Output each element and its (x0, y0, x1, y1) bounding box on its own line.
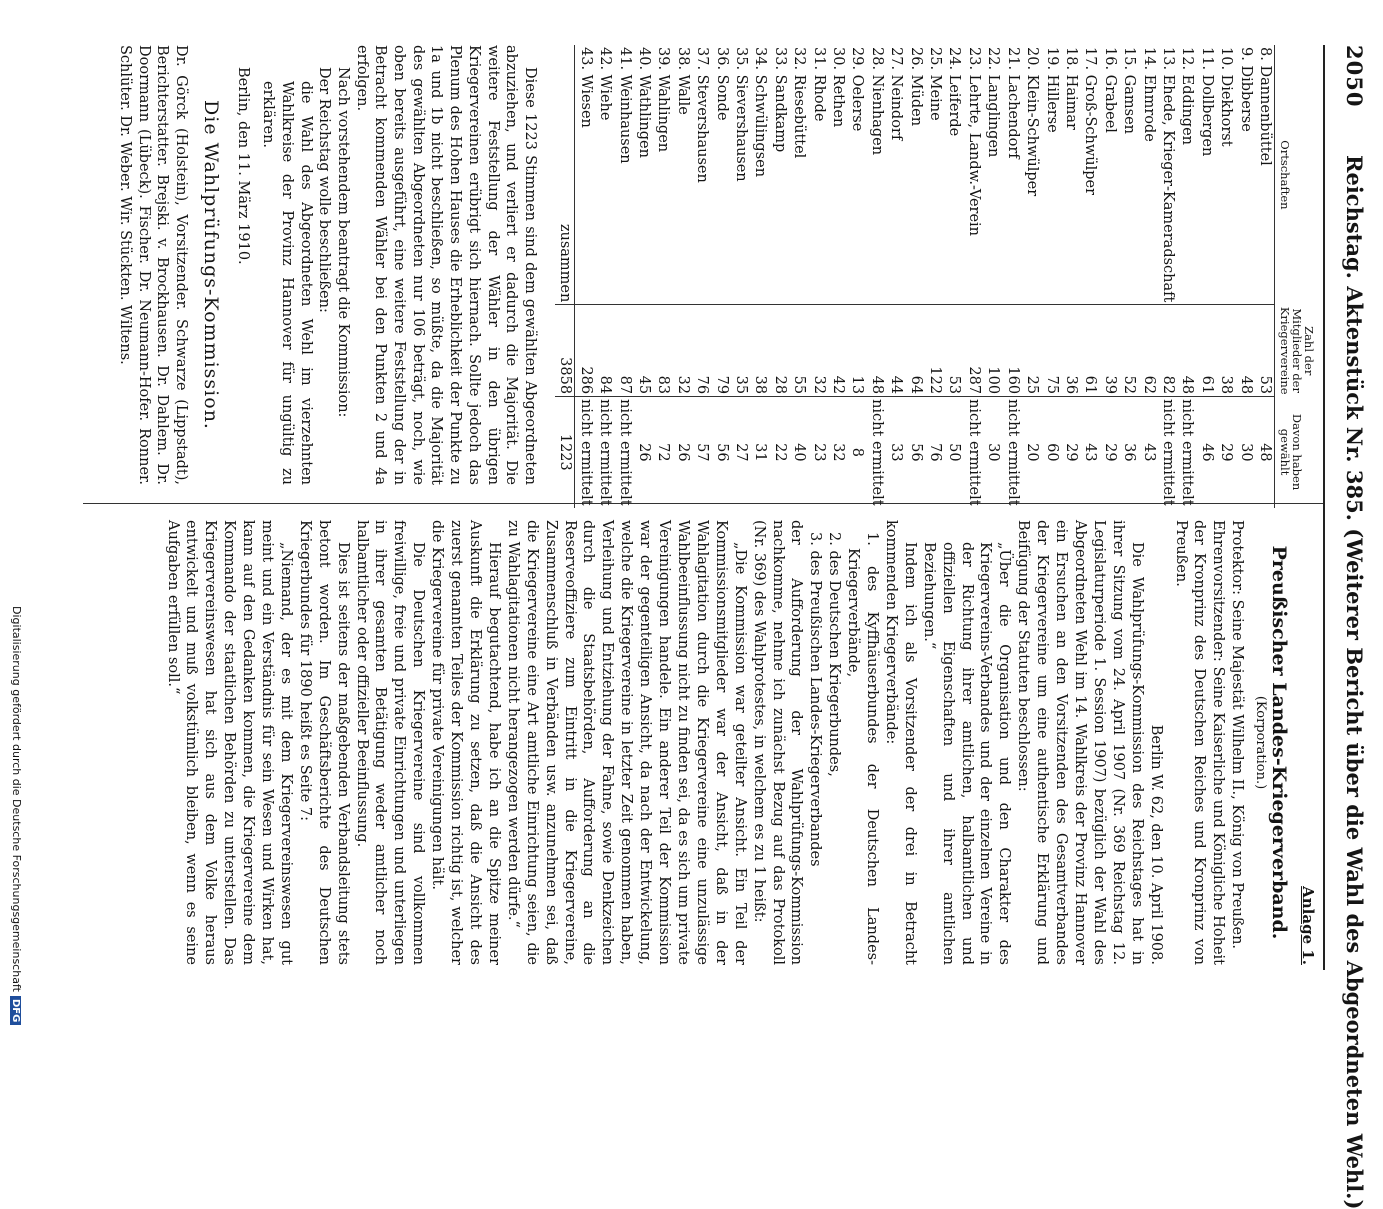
table-row (1255, 45, 1275, 508)
place-date: Berlin W. 62, den 10. April 1908. (1147, 724, 1164, 965)
list-item-1: 1. des Kyffhäuserbundes der Deutschen Landes-Kriegerverbände, (845, 532, 881, 965)
table-row (1022, 45, 1041, 508)
left-paragraph-2: Nach vorstehendem beantragt die Kommission: (334, 67, 351, 418)
voted-cell: nicht ermittelt (965, 399, 982, 506)
place-cell: 24. Leiferde (944, 45, 963, 305)
table-row (808, 45, 827, 508)
right-column (163, 520, 1317, 965)
place-cell: 29. Oelerse (847, 45, 866, 305)
dfg-logo: DFG (10, 996, 21, 1025)
place-cell: 10. Diekhorst (1216, 45, 1235, 305)
table-row (769, 45, 788, 508)
place-cell: 35. Sievershausen (731, 45, 750, 305)
left-column (116, 45, 1317, 506)
place-cell: 15. Gamsen (1119, 45, 1138, 305)
members-cell: 286 (575, 305, 595, 397)
table-row (828, 45, 847, 508)
table-row (731, 45, 750, 508)
place-cell: 41. Weinhausen (614, 45, 633, 305)
voted-cell: 22 (771, 443, 788, 462)
right-paragraph-1: Die Wahlprüfungs-Kommission des Reichstages hat in ihrer Sitzung vom 24. April 1907 (Nr. 369 Reichstag 12. Legislaturperiode 1. Session 1907) bezüglich der Wahl des Abgeordneten Wehl im 14. Wahlkreis der Provinz Hannover ein Ersuchen an den Vorsitzenden des Gesamtverbandes der Kriegervereine um eine authentische Erklärung und Beifügung der Statuten beschlossen: (1015, 520, 1145, 965)
right-paragraph-5: Die Deutschen Kriegervereine sind vollkommen freiwillige, freie und private Einrichtungen und unterliegen in ihrer gesamten Betätigung weder amtlicher noch halbamtlicher oder offizieller Beeinflussung. (353, 520, 427, 965)
club-table (555, 45, 1317, 508)
place-cell: 22. Langlingen (983, 45, 1002, 305)
members-cell: 13 (847, 305, 866, 397)
place-cell: 36. Sonde (711, 45, 730, 305)
voted-cell: 31 (752, 443, 769, 462)
members-cell: 32 (672, 305, 691, 397)
members-cell: 287 (964, 305, 983, 397)
table-row (1041, 45, 1060, 508)
page-header (1333, 45, 1367, 1209)
members-cell: 55 (789, 305, 808, 397)
voted-cell: nicht ermittelt (616, 399, 633, 506)
table-row (964, 45, 983, 508)
table-row (653, 45, 672, 508)
right-paragraph-2: Indem ich als Vorsitzender der drei in Betracht kommenden Kriegerverbände: (882, 520, 918, 965)
members-cell: 42 (828, 305, 847, 397)
table-row (614, 45, 633, 508)
col-header-voted: Davon haben gewählt (1275, 397, 1318, 508)
right-paragraph-3: der Aufforderung der Wahlprüfungs-Kommission nachkomme, nehme ich zunächst Bezug auf das Protokoll (Nr. 369) des Wahlprotestes, in welchem es zu 1 heißt: (750, 520, 805, 965)
place-cell: 11. Dollbergen (1196, 45, 1215, 305)
list-item-3: 3. des Preußischen Landes-Kriegerverbandes (807, 532, 824, 867)
table-row (1158, 45, 1177, 508)
voted-cell: 46 (1198, 443, 1215, 462)
table-row (750, 45, 769, 508)
members-cell: 52 (1119, 305, 1138, 397)
members-cell: 61 (1080, 305, 1099, 397)
members-cell: 122 (925, 305, 944, 397)
voted-cell: nicht ermittelt (1179, 399, 1196, 506)
place-cell: 14. Ehmrode (1138, 45, 1157, 305)
right-paragraph-6: Dies ist seitens der maßgebenden Verbandsleitung stets betont worden. Im Geschäftsberichte des Deutschen Kriegerbundes für 1890 heißt es Seite 7: (296, 520, 351, 965)
table-header-row (1275, 45, 1318, 508)
table-total-row (555, 45, 575, 508)
appendix-label: Anlage 1. (1299, 886, 1317, 965)
appendix-heading: Preußischer Landes-Kriegerverband. (1268, 545, 1291, 940)
left-motion: die Wahl des Abgeordneten Wehl im vierzehnten Wahlkreise der Provinz Hannover für ungültig zu erklären. (260, 81, 314, 485)
place-cell: 19. Hillerse (1041, 45, 1060, 305)
voted-cell: 43 (1082, 443, 1099, 462)
table-row (983, 45, 1002, 508)
voted-cell: 32 (830, 443, 847, 462)
table-row (1080, 45, 1099, 508)
table-row (1119, 45, 1138, 508)
digitization-credit (10, 606, 23, 1025)
place-cell: 16. Grabeel (1099, 45, 1118, 305)
right-paragraph-4: Hierauf begutachtend, habe ich an die Spitze meiner Auskunft die Erklärung zu setzen, daß die Ansicht des zuerst genannten Teiles der Kommission richtig ist, welcher die Kriegervereine für private Vereinigungen hält. (429, 520, 502, 965)
place-cell: 12. Eddingen (1177, 45, 1196, 305)
place-cell: 25. Meine (925, 45, 944, 305)
members-cell: 44 (886, 305, 905, 397)
voted-cell: nicht ermittelt (577, 399, 594, 506)
place-cell: 34. Schwülingsen (750, 45, 769, 305)
quote-2: „Die Kommission war geteilter Ansicht. Ein Teil der Kommissionsmitglieder war der Ansicht, daß in der Wahlagitation durch die Kriegervereine eine unzulässige Wahlbeeinflussung nicht zu finden sei, da es sich um private Vereinigungen handele. Ein anderer Teil der Kommission war der gegenteiligen Ansicht, da nach der Entwickelung, welche die Kriegervereine in letzter Zeit genommen haben, Verleihung und Entziehung der Fahne, sowie Denkzeichen durch die Staatsbehörden, Aufforderung an die Reserveoffiziere zum Eintritt in die Kriegervereine, Zusammenschluß in Verbänden usw. anzunehmen sei, daß die Kriegervereine eine Art amtliche Einrichtung seien, die zu Wahlagitationen nicht herangezogen werden dürfe.“ (504, 520, 748, 965)
table-row (1138, 45, 1157, 508)
place-cell: 37. Stevershausen (692, 45, 711, 305)
table-row (944, 45, 963, 508)
members-cell: 84 (595, 305, 614, 397)
voted-cell: 30 (985, 443, 1002, 462)
members-cell: 61 (1196, 305, 1215, 397)
members-cell: 64 (905, 305, 924, 397)
credit-text: Digitalisierung gefördert durch die Deutsche Forschungsgemeinschaft (10, 606, 23, 992)
table-row (905, 45, 924, 508)
voted-cell: 20 (1024, 443, 1041, 462)
members-cell: 28 (769, 305, 788, 397)
members-cell: 48 (1177, 305, 1196, 397)
members-cell: 62 (1138, 305, 1157, 397)
voted-cell: 40 (791, 443, 808, 462)
voted-cell: 43 (1140, 443, 1157, 462)
voted-cell: 23 (810, 443, 827, 462)
voted-cell: 48 (1257, 443, 1273, 462)
place-cell: 17. Groß-Schwülper (1080, 45, 1099, 305)
table-row (925, 45, 944, 508)
voted-cell: nicht ermittelt (868, 399, 885, 506)
members-cell: 87 (614, 305, 633, 397)
members-cell: 53 (1255, 305, 1275, 397)
table-body (575, 45, 1275, 508)
table-row (1196, 45, 1215, 508)
header-rule (1323, 45, 1325, 970)
table-row (595, 45, 614, 508)
voted-cell: 72 (655, 443, 672, 462)
col-header-members: Zahl der Mitglieder der Kriegervereine (1275, 305, 1318, 397)
voted-cell: 26 (674, 443, 691, 462)
place-cell: 33. Sandkamp (769, 45, 788, 305)
place-cell: 8. Dannenbüttel (1255, 45, 1275, 305)
col-header-places: Ortschaften (1275, 45, 1318, 305)
members-cell: 48 (1235, 305, 1254, 397)
members-cell: 36 (1061, 305, 1080, 397)
members-cell: 38 (750, 305, 769, 397)
members-cell: 45 (634, 305, 653, 397)
table-row (886, 45, 905, 508)
members-cell: 48 (866, 305, 885, 397)
place-cell: 18. Haimar (1061, 45, 1080, 305)
page-title: Reichstag. Aktenstück Nr. 385. (Weiterer Bericht über die Wahl des Abgeordneten Wehl.) (1342, 155, 1367, 1209)
honorary-chair-line: Ehrenvorsitzender: Seine Kaiserliche und Königliche Hoheit der Kronprinz des Deutschen Reiches und Kronprinz von Preußen. (1172, 520, 1227, 965)
place-cell: 13. Ehede, Krieger-Kameradschaft (1158, 45, 1177, 305)
voted-cell: 60 (1043, 443, 1060, 462)
table-row (672, 45, 691, 508)
voted-cell: 33 (888, 443, 905, 462)
table-row (634, 45, 653, 508)
voted-cell: 57 (694, 443, 711, 462)
quote-3: „Niemand, der es mit dem Kriegervereinswesen gut meint und ein Verständnis für sein Wesen und Wirken hat, kann auf den Gedanken kommen, die Kriegervereine dem Kommando der staatlichen Behörden zu unterstellen. Das Kriegervereinswesen hat sich aus dem Volke heraus entwickelt und muß volkstümlich bleiben, wenn es seine Aufgaben erfüllen soll.“ (164, 520, 294, 965)
voted-cell: 76 (927, 443, 944, 462)
voted-cell: 29 (1218, 443, 1235, 462)
place-cell: 31. Rhode (808, 45, 827, 305)
voted-cell: 27 (733, 443, 750, 462)
members-cell: 160 (1002, 305, 1021, 397)
members-cell: 32 (808, 305, 827, 397)
voted-cell: nicht ermittelt (597, 399, 614, 506)
members-cell: 75 (1041, 305, 1060, 397)
voted-cell: 56 (907, 443, 924, 462)
voted-cell: 36 (1121, 443, 1138, 462)
voted-cell: nicht ermittelt (1159, 399, 1176, 506)
left-date: Berlin, den 11. März 1910. (235, 67, 252, 265)
table-row (847, 45, 866, 508)
members-cell: 100 (983, 305, 1002, 397)
place-cell: 40. Wathlingen (634, 45, 653, 305)
corporation-note: (Korporation.) (1253, 695, 1269, 790)
table-row (866, 45, 885, 508)
place-cell: 27. Neindorf (886, 45, 905, 305)
place-cell: 26. Müden (905, 45, 924, 305)
list-item-2: 2. des Deutschen Kriegerbundes, (826, 532, 843, 777)
members-cell: 38 (1216, 305, 1235, 397)
place-cell: 23. Lehrte, Landw.-Verein (964, 45, 983, 305)
table-row (1061, 45, 1080, 508)
voted-cell: 29 (1101, 443, 1118, 462)
page-number: 2050 (1342, 45, 1367, 108)
table-row (711, 45, 730, 508)
total-label: zusammen (555, 45, 575, 305)
place-cell: 28. Nienhagen (866, 45, 885, 305)
voted-cell: nicht ermittelt (1004, 399, 1021, 506)
place-cell: 20. Klein-Schwülper (1022, 45, 1041, 305)
commission-title: Die Wahlprüfungs-Kommission. (199, 100, 222, 430)
protector-line: Protektor: Seine Majestät Wilhelm II., König von Preußen. (1229, 520, 1246, 950)
table-row (1177, 45, 1196, 508)
members-cell: 35 (731, 305, 750, 397)
members-cell: 83 (653, 305, 672, 397)
place-cell: 39. Wahlingen (653, 45, 672, 305)
place-cell: 42. Wiehe (595, 45, 614, 305)
table-row (1235, 45, 1254, 508)
members-cell: 53 (944, 305, 963, 397)
voted-cell: 8 (849, 447, 866, 457)
table-row (1216, 45, 1235, 508)
voted-cell: 26 (636, 443, 652, 462)
members-cell: 82 (1158, 305, 1177, 397)
members-cell: 39 (1099, 305, 1118, 397)
quote-1: „Über die Organisation und den Charakter des Kriegervereins-Verbandes und der einzelnen Vereine in der Richtung ihrer amtlichen, halbamtlichen und offiziellen Eigenschaften und ihrer amtlichen Beziehungen.“ (920, 542, 1013, 965)
voted-cell: 29 (1062, 443, 1079, 462)
total-voted: 1223 (555, 397, 575, 508)
members-cell: 76 (692, 305, 711, 397)
members-cell: 79 (711, 305, 730, 397)
place-cell: 9. Dibberse (1235, 45, 1254, 305)
place-cell: 30. Rethen (828, 45, 847, 305)
voted-cell: 56 (713, 443, 730, 462)
place-cell: 43. Wiesen (575, 45, 595, 305)
left-paragraph-1: Diese 1223 Stimmen sind dem gewählten Abgeordneten abzuziehen, und verliert er dadurch die Majorität. Die weitere Feststellung der Wähler in den übrigen Kriegervereinen erübrigt sich hiernach. Sollte jedoch das Plenum des Hohen Hauses die Erheblichkeit der Punkte zu 1a und 1b nicht beschließen, so müßte, da die Majorität des gewählten Abgeordneten nur 106 beträgt, noch, wie oben bereits ausgeführt, eine weitere Feststellung der in Betracht kommenden Wähler bei den Punkten 2 und 4a erfolgen. (353, 45, 538, 485)
place-cell: 32. Riesebüttel (789, 45, 808, 305)
table-row (1099, 45, 1118, 508)
voted-cell: 50 (946, 443, 963, 462)
table-row (575, 45, 595, 508)
total-members: 3858 (555, 305, 575, 397)
signatories: Dr. Görck (Holstein), Vorsitzender. Schwarze (Lippstadt), Berichterstatter. Brejski. v. Brockhausen. Dr. Dahlem. Dr. Doormann (Lübeck). Fischer. Dr. Neumann-Hofer. Ronner. Schlüter. Dr. Weber. Wir. Stückten. Wiltens. (117, 45, 189, 485)
table-row (1002, 45, 1021, 508)
place-cell: 38. Walle (672, 45, 691, 305)
voted-cell: 30 (1237, 443, 1254, 462)
table-row (789, 45, 808, 508)
left-paragraph-3: Der Reichstag wolle beschließen: (316, 67, 333, 313)
members-cell: 25 (1022, 305, 1041, 397)
place-cell: 21. Lachendorf (1002, 45, 1021, 305)
table-row (692, 45, 711, 508)
